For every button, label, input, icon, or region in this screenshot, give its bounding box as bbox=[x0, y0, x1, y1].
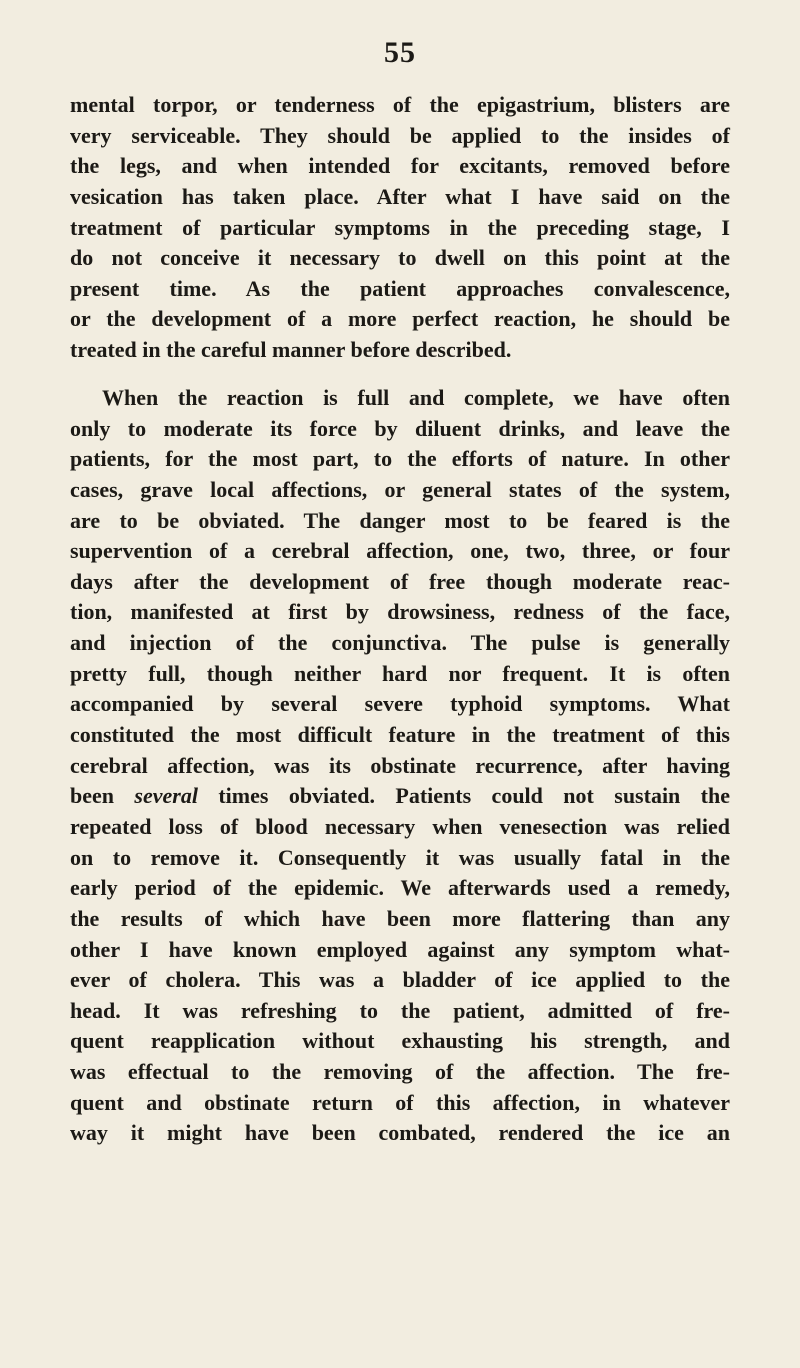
text-line: pretty full, though neither hard nor frequent. It is often bbox=[70, 660, 730, 686]
text-line: accompanied by several severe typhoid symptoms. What bbox=[70, 691, 730, 717]
text-line: early period of the epidemic. We afterwards used a remedy, bbox=[70, 875, 730, 901]
text-line: mental torpor, or tenderness of the epigastrium, blisters are bbox=[70, 92, 730, 117]
text-line: When the reaction is full and complete, we have often bbox=[102, 385, 730, 410]
text-line: do not conceive it necessary to dwell on this point at the bbox=[70, 245, 730, 271]
text-run: times obviated. Patients could not sustain the bbox=[197, 783, 731, 809]
text-line: present time. As the patient approaches convalescence, bbox=[70, 275, 730, 301]
text-line: cerebral affection, was its obstinate recurrence, after having bbox=[70, 752, 730, 778]
text-line: repeated loss of blood necessary when venesection was relied bbox=[70, 813, 730, 839]
text-line: other I have known employed against any symptom what- bbox=[70, 936, 730, 962]
text-line: days after the development of free though moderate reac- bbox=[70, 568, 730, 594]
text-line: the results of which have been more flattering than any bbox=[70, 905, 730, 931]
paragraph-1 bbox=[70, 90, 730, 366]
text-line: on to remove it. Consequently it was usually fatal in the bbox=[70, 844, 730, 870]
text-line: tion, manifested at first by drowsiness, redness of the face, bbox=[70, 599, 730, 625]
paragraph-2 bbox=[70, 383, 730, 1149]
text-line: and injection of the conjunctiva. The pulse is generally bbox=[70, 630, 730, 656]
text-line: the legs, and when intended for excitants, removed before bbox=[70, 153, 730, 179]
text-line: are to be obviated. The danger most to be feared is the bbox=[70, 507, 730, 533]
text-line: patients, for the most part, to the efforts of nature. In other bbox=[70, 446, 730, 472]
text-line: constituted the most difficult feature in the treatment of this bbox=[70, 722, 730, 748]
text-run: been bbox=[70, 783, 135, 809]
page-number: 55 bbox=[384, 36, 416, 69]
italic-word: several bbox=[134, 783, 198, 809]
text-line: vesication has taken place. After what I have said on the bbox=[70, 183, 730, 209]
text-line: treatment of particular symptoms in the preceding stage, I bbox=[70, 214, 730, 240]
text-line: only to moderate its force by diluent drinks, and leave the bbox=[70, 415, 730, 441]
text-line: treated in the careful manner before described. bbox=[70, 337, 512, 363]
text-line: cases, grave local affections, or general states of the system, bbox=[70, 476, 730, 502]
text-line: very serviceable. They should be applied to the insides of bbox=[70, 122, 730, 148]
text-line: head. It was refreshing to the patient, admitted of fre- bbox=[70, 997, 730, 1023]
text-line-with-italic bbox=[70, 781, 730, 812]
text-line: way it might have been combated, rendered the ice an bbox=[70, 1120, 730, 1146]
text-line: ever of cholera. This was a bladder of ice applied to the bbox=[70, 967, 730, 993]
text-line: or the development of a more perfect reaction, he should be bbox=[70, 306, 730, 332]
text-line: supervention of a cerebral affection, one, two, three, or four bbox=[70, 538, 730, 564]
text-line: quent and obstinate return of this affection, in whatever bbox=[70, 1089, 730, 1115]
text-line: quent reapplication without exhausting his strength, and bbox=[70, 1028, 730, 1054]
text-line: was effectual to the removing of the affection. The fre- bbox=[70, 1059, 730, 1085]
